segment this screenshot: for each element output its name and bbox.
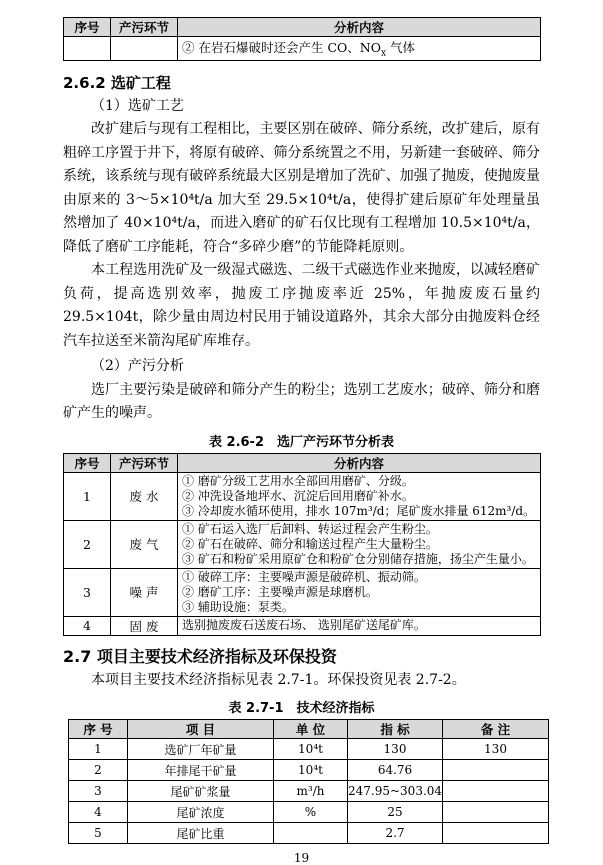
- paragraph-2: 本工程选用洗矿及一级湿式磁选、二级干式磁选作业来抛废，以减轻磨矿负荷，提高选别效率，抛废工序抛废率近 25%，年抛废废石量约 29.5×104t，除少量由周边村民用于铺设道路外，其余大部分由抛废料仓经汽车拉送至米箭沟尾矿库堆存。: [63, 262, 540, 349]
- cell-unit: %: [274, 802, 348, 823]
- cell-seq: 5: [69, 823, 128, 844]
- analysis-line: ① 破碎工序：主要噪声源是破碎机、振动筛。: [182, 569, 426, 584]
- column-header-value: 指 标: [348, 720, 443, 739]
- cell-stage: 废 水: [111, 472, 178, 520]
- cell-note: [443, 781, 549, 802]
- cell-stage: 废 气: [111, 520, 178, 568]
- cell-value: 64.76: [348, 760, 443, 781]
- cell-value: 247.95~303.04: [348, 781, 443, 802]
- nox-subscript: x: [380, 48, 387, 59]
- table-row: [69, 802, 549, 823]
- analysis-line: ② 磨矿工序：主要噪声源是球磨机。: [182, 584, 378, 599]
- cell-note: [443, 823, 549, 844]
- tech-economic-table: [68, 719, 549, 844]
- table-row: [69, 781, 549, 802]
- pollution-analysis-table: [63, 453, 541, 636]
- cell-note: [443, 802, 549, 823]
- page-number: 19: [293, 851, 310, 865]
- cell-unit: m³/h: [274, 781, 348, 802]
- analysis-line: ③ 辅助设施：泵类。: [182, 599, 294, 614]
- analysis-line: ① 矿石运入选厂后卸料、转运过程会产生粉尘。: [182, 521, 438, 536]
- cell-analysis: [178, 616, 541, 635]
- cell-seq: 3: [69, 781, 128, 802]
- table-row-solidwaste: [64, 616, 541, 635]
- paragraph-1: 改扩建后与现有工程相比，主要区别在破碎、筛分系统，改扩建后，原有粗碎工序置于井下，将原有破碎、筛分系统置之不用，另新建一套破碎、筛分系统，该系统与现有破碎系统最大区别是增加了洗矿、加强了抛废，使抛废量由原来的 3～5×10⁴t/a 加大至 29.5×10⁴t/a，使得扩建后原矿年处理量虽然增加了 40×10⁴t/a，而进入磨矿的矿石仅比现有工程增加 10.5×10⁴t/a，降低了磨矿工序能耗，符合“多碎少磨”的节能降耗原则。: [63, 121, 540, 255]
- analysis-text: ② 在岩石爆破时还会产生 CO、NO: [182, 40, 381, 55]
- cell-item: 年排尾干矿量: [128, 760, 274, 781]
- cell-value: 25: [348, 802, 443, 823]
- table-row: [69, 823, 549, 844]
- table-row: [69, 760, 549, 781]
- analysis-line: ③ 矿石和粉矿采用原矿仓和粉矿仓分别储存措施，扬尘产生量小。: [182, 551, 534, 566]
- cell-value: 2.7: [348, 823, 443, 844]
- cell-stage: [111, 37, 178, 61]
- cell-seq: 2: [64, 520, 111, 568]
- table-262-header-row: [64, 453, 541, 472]
- column-header-seq: 序 号: [69, 720, 128, 739]
- cell-item: 尾矿比重: [128, 823, 274, 844]
- analysis-line: ① 磨矿分级工艺用水全部回用磨矿、分级。: [182, 473, 414, 488]
- cell-seq: 1: [69, 739, 128, 760]
- column-header-seq: 序号: [64, 18, 111, 37]
- analysis-text-tail: 气体: [386, 40, 416, 55]
- column-header-unit: 单 位: [274, 720, 348, 739]
- table-262-caption: 表 2.6-2 选厂产污环节分析表: [209, 434, 394, 450]
- cell-stage: 噪 声: [111, 568, 178, 616]
- column-header-analysis: 分析内容: [178, 18, 541, 37]
- cell-unit: 10⁴t: [274, 760, 348, 781]
- cell-unit: [274, 823, 348, 844]
- analysis-line: ② 矿石在破碎、筛分和输送过程产生大量粉尘。: [182, 536, 438, 551]
- cell-analysis: [178, 520, 541, 568]
- table-271-header-row: [69, 720, 549, 739]
- cell-stage: 固 废: [111, 616, 178, 635]
- column-header-seq: 序号: [64, 453, 111, 472]
- paragraph-label-craft: （1）选矿工艺: [91, 97, 184, 114]
- analysis-line: ③ 冷却废水循环使用，排水 107m³/d；尾矿废水排量 612m³/d。: [182, 503, 536, 518]
- column-header-note: 备 注: [443, 720, 549, 739]
- table-row: [69, 739, 549, 760]
- cell-seq: 2: [69, 760, 128, 781]
- table-row-wastewater: [64, 472, 541, 520]
- cell-item: 选矿厂年矿量: [128, 739, 274, 760]
- table-271-caption: 表 2.7-1 技术经济指标: [228, 701, 375, 716]
- carryover-header-row: [64, 18, 541, 37]
- cell-note: [443, 760, 549, 781]
- paragraph-3: 选厂主要污染是破碎和筛分产生的粉尘；选别工艺废水；破碎、筛分和磨矿产生的噪声。: [63, 381, 540, 421]
- cell-analysis: [178, 472, 541, 520]
- column-header-stage: 产污环节: [111, 18, 178, 37]
- cell-seq: 1: [64, 472, 111, 520]
- analysis-line: 选别抛废废石送废石场、 选别尾矿送尾矿库。: [182, 618, 426, 632]
- cell-seq: 4: [64, 616, 111, 635]
- column-header-analysis: 分析内容: [178, 453, 541, 472]
- cell-unit: 10⁴t: [274, 739, 348, 760]
- section-heading-262: 2.6.2 选矿工程: [63, 73, 171, 92]
- analysis-line: ② 冲洗设备地坪水、沉淀后回用磨矿补水。: [182, 488, 414, 503]
- cell-value: 130: [348, 739, 443, 760]
- cell-item: 尾矿矿浆量: [128, 781, 274, 802]
- cell-note: 130: [443, 739, 549, 760]
- column-header-item: 项 目: [128, 720, 274, 739]
- table-row-noise: [64, 568, 541, 616]
- paragraph-27: 本项目主要技术经济指标见表 2.7-1。环保投资见表 2.7-2。: [91, 671, 466, 688]
- cell-seq: [64, 37, 111, 61]
- cell-seq: 4: [69, 802, 128, 823]
- cell-item: 尾矿浓度: [128, 802, 274, 823]
- table-row-wastegas: [64, 520, 541, 568]
- cell-analysis: [178, 568, 541, 616]
- carryover-table: [63, 17, 541, 61]
- section-heading-27: 2.7 项目主要技术经济指标及环保投资: [63, 646, 337, 666]
- paragraph-label-analysis: （2）产污分析: [91, 358, 184, 374]
- cell-seq: 3: [64, 568, 111, 616]
- carryover-data-row: [64, 37, 541, 61]
- cell-analysis: [178, 37, 541, 61]
- column-header-stage: 产污环节: [111, 453, 178, 472]
